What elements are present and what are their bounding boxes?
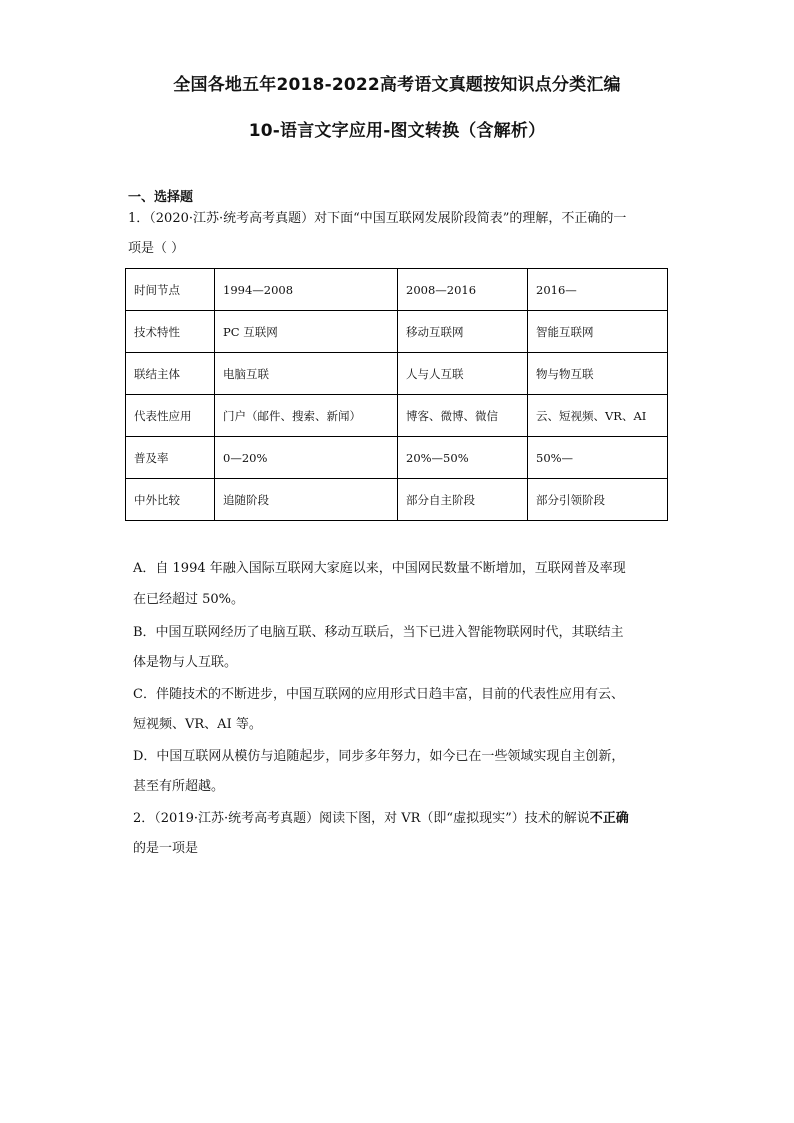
option-d-continued: 甚至有所超越。	[133, 779, 225, 794]
question-2-stem	[133, 810, 629, 828]
table-cell: 物与物互联	[528, 353, 668, 395]
option-c: C．伴随技术的不断进步，中国互联网的应用形式日趋丰富，目前的代表性应用有云、	[133, 687, 624, 702]
table-cell: 电脑互联	[215, 353, 398, 395]
table-cell: 部分引领阶段	[528, 479, 668, 521]
table-cell: 0—20%	[215, 437, 398, 479]
question-2-emphasis: 不正确	[589, 811, 629, 826]
table-cell: 移动互联网	[398, 311, 528, 353]
table-cell: 2016—	[528, 269, 668, 311]
internet-stages-table	[125, 268, 668, 521]
table-cell: 部分自主阶段	[398, 479, 528, 521]
table-cell: 50%—	[528, 437, 668, 479]
table-cell: 中外比较	[126, 479, 215, 521]
option-b: B．中国互联网经历了电脑互联、移动互联后，当下已进入智能物联网时代，其联结主	[133, 625, 624, 640]
table-cell: 门户（邮件、搜索、新闻）	[215, 395, 398, 437]
option-a: A．自 1994 年融入国际互联网大家庭以来，中国网民数量不断增加，互联网普及率现	[133, 561, 626, 576]
table-cell: 1994—2008	[215, 269, 398, 311]
table-cell: 时间节点	[126, 269, 215, 311]
table-row	[126, 353, 668, 395]
table-row	[126, 479, 668, 521]
question-2-stem-continued: 的是一项是	[133, 841, 199, 856]
table-row	[126, 269, 668, 311]
question-1-stem: 1．（2020·江苏·统考高考真题）对下面“中国互联网发展阶段简表”的理解，不正确的一	[128, 211, 627, 226]
option-b-continued: 体是物与人互联。	[133, 655, 238, 670]
table-cell: 人与人互联	[398, 353, 528, 395]
question-1-stem-continued: 项是（ ）	[128, 241, 185, 256]
question-2-stem-text: 2．（2019·江苏·统考高考真题）阅读下图，对 VR（即“虚拟现实”）技术的解说	[133, 811, 590, 826]
document-title-line-2: 10-语言文字应用-图文转换（含解析）	[248, 121, 546, 141]
table-cell: 博客、微博、微信	[398, 395, 528, 437]
table-cell: 20%—50%	[398, 437, 528, 479]
table-cell: 技术特性	[126, 311, 215, 353]
table-cell: 联结主体	[126, 353, 215, 395]
option-c-continued: 短视频、VR、AI 等。	[133, 717, 262, 732]
table-cell: 代表性应用	[126, 395, 215, 437]
option-a-continued: 在已经超过 50%。	[133, 592, 245, 607]
option-d: D．中国互联网从模仿与追随起步，同步多年努力，如今已在一些领域实现自主创新，	[133, 749, 625, 764]
table-row	[126, 395, 668, 437]
section-heading: 一、选择题	[128, 190, 194, 205]
table-row	[126, 311, 668, 353]
table-cell: 云、短视频、VR、AI	[528, 395, 668, 437]
table-cell: 追随阶段	[215, 479, 398, 521]
table-cell: 智能互联网	[528, 311, 668, 353]
table-row	[126, 437, 668, 479]
document-title-line-1: 全国各地五年2018-2022高考语文真题按知识点分类汇编	[173, 75, 621, 95]
table-cell: 普及率	[126, 437, 215, 479]
table-cell: 2008—2016	[398, 269, 528, 311]
table-cell: PC 互联网	[215, 311, 398, 353]
